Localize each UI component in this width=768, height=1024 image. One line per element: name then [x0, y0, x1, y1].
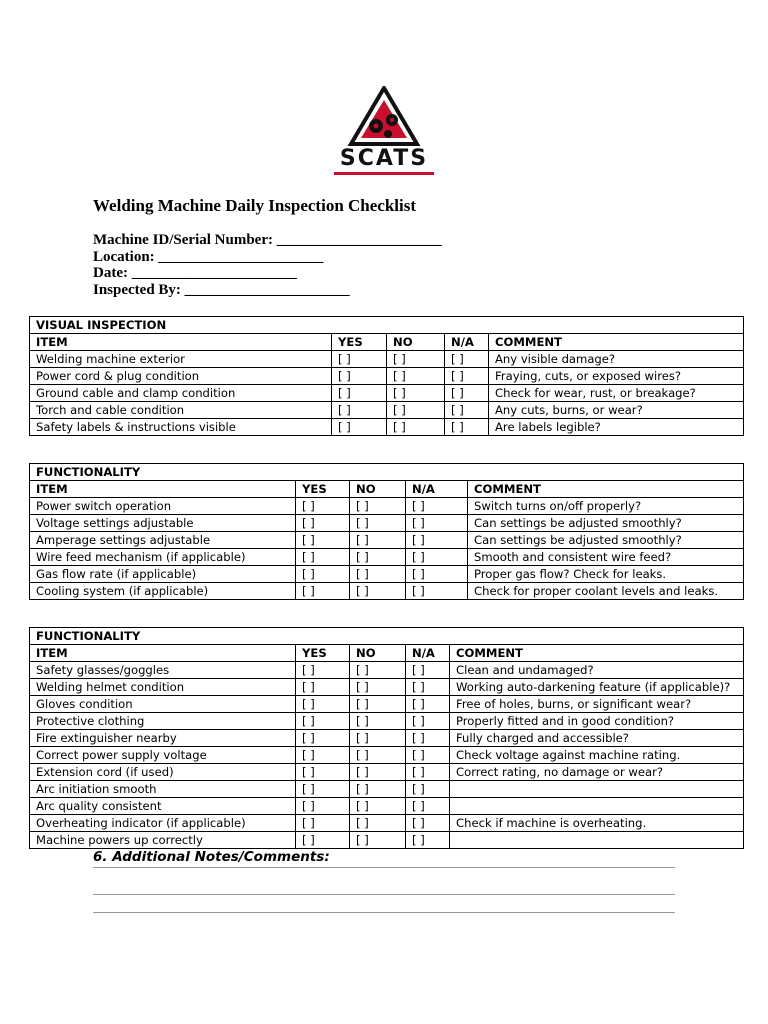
no-checkbox[interactable]: [ ] — [350, 713, 406, 730]
item-cell: Arc initiation smooth — [30, 781, 296, 798]
yes-checkbox[interactable]: [ ] — [332, 385, 387, 402]
na-checkbox[interactable]: [ ] — [406, 549, 468, 566]
yes-checkbox[interactable]: [ ] — [296, 515, 350, 532]
yes-checkbox[interactable]: [ ] — [296, 781, 350, 798]
table-row — [30, 385, 744, 402]
table-row — [30, 532, 744, 549]
comment-cell: Can settings be adjusted smoothly? — [468, 515, 744, 532]
na-checkbox[interactable]: [ ] — [445, 368, 489, 385]
comment-cell: Any cuts, burns, or wear? — [489, 402, 744, 419]
no-checkbox[interactable]: [ ] — [350, 549, 406, 566]
item-cell: Wire feed mechanism (if applicable) — [30, 549, 296, 566]
section-title: VISUAL INSPECTION — [30, 317, 744, 334]
scats-logo — [320, 86, 448, 182]
item-cell: Amperage settings adjustable — [30, 532, 296, 549]
item-cell: Gas flow rate (if applicable) — [30, 566, 296, 583]
na-checkbox[interactable]: [ ] — [406, 498, 468, 515]
no-checkbox[interactable]: [ ] — [350, 764, 406, 781]
na-checkbox[interactable]: [ ] — [406, 515, 468, 532]
header-row — [30, 481, 744, 498]
item-cell: Torch and cable condition — [30, 402, 332, 419]
no-header: NO — [350, 481, 406, 498]
logo-emblem — [320, 86, 448, 148]
machine-id-field[interactable]: Machine ID/Serial Number: ______________________ — [93, 232, 442, 248]
na-checkbox[interactable]: [ ] — [406, 566, 468, 583]
comment-header: COMMENT — [450, 645, 744, 662]
comment-header: COMMENT — [468, 481, 744, 498]
additional-notes-heading: 6. Additional Notes/Comments: — [93, 849, 330, 865]
no-checkbox[interactable]: [ ] — [350, 679, 406, 696]
item-cell: Machine powers up correctly — [30, 832, 296, 849]
visual-inspection-table — [29, 316, 744, 436]
inspection-fields — [93, 232, 442, 299]
comment-cell: Fraying, cuts, or exposed wires? — [489, 368, 744, 385]
na-checkbox[interactable]: [ ] — [406, 747, 450, 764]
table-row — [30, 713, 744, 730]
table-row — [30, 402, 744, 419]
comment-cell: Clean and undamaged? — [450, 662, 744, 679]
comment-cell — [450, 798, 744, 815]
no-checkbox[interactable]: [ ] — [350, 781, 406, 798]
na-checkbox[interactable]: [ ] — [406, 713, 450, 730]
na-checkbox[interactable]: [ ] — [406, 696, 450, 713]
yes-header: YES — [332, 334, 387, 351]
item-cell: Extension cord (if used) — [30, 764, 296, 781]
na-checkbox[interactable]: [ ] — [406, 532, 468, 549]
yes-checkbox[interactable]: [ ] — [296, 498, 350, 515]
na-checkbox[interactable]: [ ] — [406, 832, 450, 849]
item-cell: Ground cable and clamp condition — [30, 385, 332, 402]
yes-checkbox[interactable]: [ ] — [296, 713, 350, 730]
comment-cell: Check if machine is overheating. — [450, 815, 744, 832]
yes-checkbox[interactable]: [ ] — [296, 583, 350, 600]
yes-checkbox[interactable]: [ ] — [296, 798, 350, 815]
no-checkbox[interactable]: [ ] — [350, 696, 406, 713]
no-checkbox[interactable]: [ ] — [350, 583, 406, 600]
no-checkbox[interactable]: [ ] — [387, 351, 445, 368]
table-row — [30, 781, 744, 798]
no-checkbox[interactable]: [ ] — [350, 815, 406, 832]
comment-header: COMMENT — [489, 334, 744, 351]
yes-checkbox[interactable]: [ ] — [296, 764, 350, 781]
item-cell: Overheating indicator (if applicable) — [30, 815, 296, 832]
comment-cell — [450, 832, 744, 849]
na-checkbox[interactable]: [ ] — [406, 583, 468, 600]
table-row — [30, 583, 744, 600]
na-checkbox[interactable]: [ ] — [406, 764, 450, 781]
item-cell: Welding machine exterior — [30, 351, 332, 368]
na-checkbox[interactable]: [ ] — [445, 385, 489, 402]
yes-checkbox[interactable]: [ ] — [296, 679, 350, 696]
header-row — [30, 334, 744, 351]
na-checkbox[interactable]: [ ] — [406, 679, 450, 696]
no-checkbox[interactable]: [ ] — [350, 662, 406, 679]
yes-checkbox[interactable]: [ ] — [296, 832, 350, 849]
inspected-by-field[interactable]: Inspected By: ______________________ — [93, 282, 350, 299]
comment-cell: Correct rating, no damage or wear? — [450, 764, 744, 781]
na-checkbox[interactable]: [ ] — [406, 798, 450, 815]
comment-cell: Fully charged and accessible? — [450, 730, 744, 747]
table-row — [30, 696, 744, 713]
na-checkbox[interactable]: [ ] — [406, 781, 450, 798]
item-cell: Gloves condition — [30, 696, 296, 713]
table-row — [30, 419, 744, 436]
comment-cell: Check voltage against machine rating. — [450, 747, 744, 764]
item-cell: Welding helmet condition — [30, 679, 296, 696]
no-header: NO — [387, 334, 445, 351]
comment-cell: Can settings be adjusted smoothly? — [468, 532, 744, 549]
yes-header: YES — [296, 645, 350, 662]
table-row — [30, 566, 744, 583]
comment-cell: Check for proper coolant levels and leaks. — [468, 583, 744, 600]
table-row — [30, 515, 744, 532]
no-checkbox[interactable]: [ ] — [387, 385, 445, 402]
item-cell: Cooling system (if applicable) — [30, 583, 296, 600]
section-row — [30, 317, 744, 334]
section-title: FUNCTIONALITY — [30, 628, 744, 645]
no-checkbox[interactable]: [ ] — [350, 832, 406, 849]
na-header: N/A — [445, 334, 489, 351]
na-checkbox[interactable]: [ ] — [406, 815, 450, 832]
table-row — [30, 730, 744, 747]
item-cell: Correct power supply voltage — [30, 747, 296, 764]
yes-checkbox[interactable]: [ ] — [296, 549, 350, 566]
comment-cell: Proper gas flow? Check for leaks. — [468, 566, 744, 583]
na-checkbox[interactable]: [ ] — [445, 419, 489, 436]
comment-cell: Working auto-darkening feature (if applicable)? — [450, 679, 744, 696]
table-row — [30, 747, 744, 764]
comment-cell: Smooth and consistent wire feed? — [468, 549, 744, 566]
notes-line[interactable] — [93, 867, 675, 868]
yes-checkbox[interactable]: [ ] — [332, 368, 387, 385]
comment-cell: Any visible damage? — [489, 351, 744, 368]
yes-checkbox[interactable]: [ ] — [296, 747, 350, 764]
logo-tagline-bar — [334, 172, 434, 175]
yes-checkbox[interactable]: [ ] — [332, 351, 387, 368]
no-checkbox[interactable]: [ ] — [350, 566, 406, 583]
item-header: ITEM — [30, 481, 296, 498]
no-checkbox[interactable]: [ ] — [387, 402, 445, 419]
na-checkbox[interactable]: [ ] — [445, 351, 489, 368]
table-row — [30, 662, 744, 679]
item-cell: Power switch operation — [30, 498, 296, 515]
yes-checkbox[interactable]: [ ] — [296, 815, 350, 832]
na-header: N/A — [406, 645, 450, 662]
functionality-table — [29, 463, 744, 600]
no-checkbox[interactable]: [ ] — [350, 747, 406, 764]
yes-checkbox[interactable]: [ ] — [332, 402, 387, 419]
item-cell: Arc quality consistent — [30, 798, 296, 815]
no-checkbox[interactable]: [ ] — [350, 730, 406, 747]
item-cell: Safety labels & instructions visible — [30, 419, 332, 436]
no-checkbox[interactable]: [ ] — [350, 498, 406, 515]
item-header: ITEM — [30, 645, 296, 662]
yes-checkbox[interactable]: [ ] — [296, 696, 350, 713]
section-row — [30, 628, 744, 645]
logo-wordmark: SCATS — [339, 146, 429, 171]
item-cell: Fire extinguisher nearby — [30, 730, 296, 747]
comment-cell: Free of holes, burns, or significant wear? — [450, 696, 744, 713]
comment-cell: Properly fitted and in good condition? — [450, 713, 744, 730]
no-checkbox[interactable]: [ ] — [350, 515, 406, 532]
yes-checkbox[interactable]: [ ] — [296, 662, 350, 679]
notes-line[interactable] — [93, 912, 675, 913]
yes-checkbox[interactable]: [ ] — [296, 532, 350, 549]
na-checkbox[interactable]: [ ] — [406, 662, 450, 679]
na-header: N/A — [406, 481, 468, 498]
no-checkbox[interactable]: [ ] — [350, 798, 406, 815]
item-cell: Power cord & plug condition — [30, 368, 332, 385]
section-title: FUNCTIONALITY — [30, 464, 744, 481]
yes-checkbox[interactable]: [ ] — [332, 419, 387, 436]
comment-cell — [450, 781, 744, 798]
header-row — [30, 645, 744, 662]
notes-line[interactable] — [93, 894, 675, 895]
table-row — [30, 832, 744, 849]
table-row — [30, 351, 744, 368]
table-row — [30, 798, 744, 815]
no-header: NO — [350, 645, 406, 662]
item-cell: Protective clothing — [30, 713, 296, 730]
no-checkbox[interactable]: [ ] — [387, 368, 445, 385]
location-field[interactable]: Location: ______________________ — [93, 248, 324, 265]
table-row — [30, 815, 744, 832]
na-checkbox[interactable]: [ ] — [406, 730, 450, 747]
table-row — [30, 764, 744, 781]
yes-header: YES — [296, 481, 350, 498]
comment-cell: Check for wear, rust, or breakage? — [489, 385, 744, 402]
yes-checkbox[interactable]: [ ] — [296, 566, 350, 583]
section-row — [30, 464, 744, 481]
table-row — [30, 549, 744, 566]
item-cell: Safety glasses/goggles — [30, 662, 296, 679]
no-checkbox[interactable]: [ ] — [387, 419, 445, 436]
yes-checkbox[interactable]: [ ] — [296, 730, 350, 747]
item-header: ITEM — [30, 334, 332, 351]
comment-cell: Switch turns on/off properly? — [468, 498, 744, 515]
table-row — [30, 498, 744, 515]
table-row — [30, 368, 744, 385]
functionality-safety-table — [29, 627, 744, 849]
document-title: Welding Machine Daily Inspection Checklist — [93, 196, 417, 215]
date-field[interactable]: Date: ______________________ — [93, 265, 297, 282]
comment-cell: Are labels legible? — [489, 419, 744, 436]
table-row — [30, 679, 744, 696]
no-checkbox[interactable]: [ ] — [350, 532, 406, 549]
na-checkbox[interactable]: [ ] — [445, 402, 489, 419]
item-cell: Voltage settings adjustable — [30, 515, 296, 532]
